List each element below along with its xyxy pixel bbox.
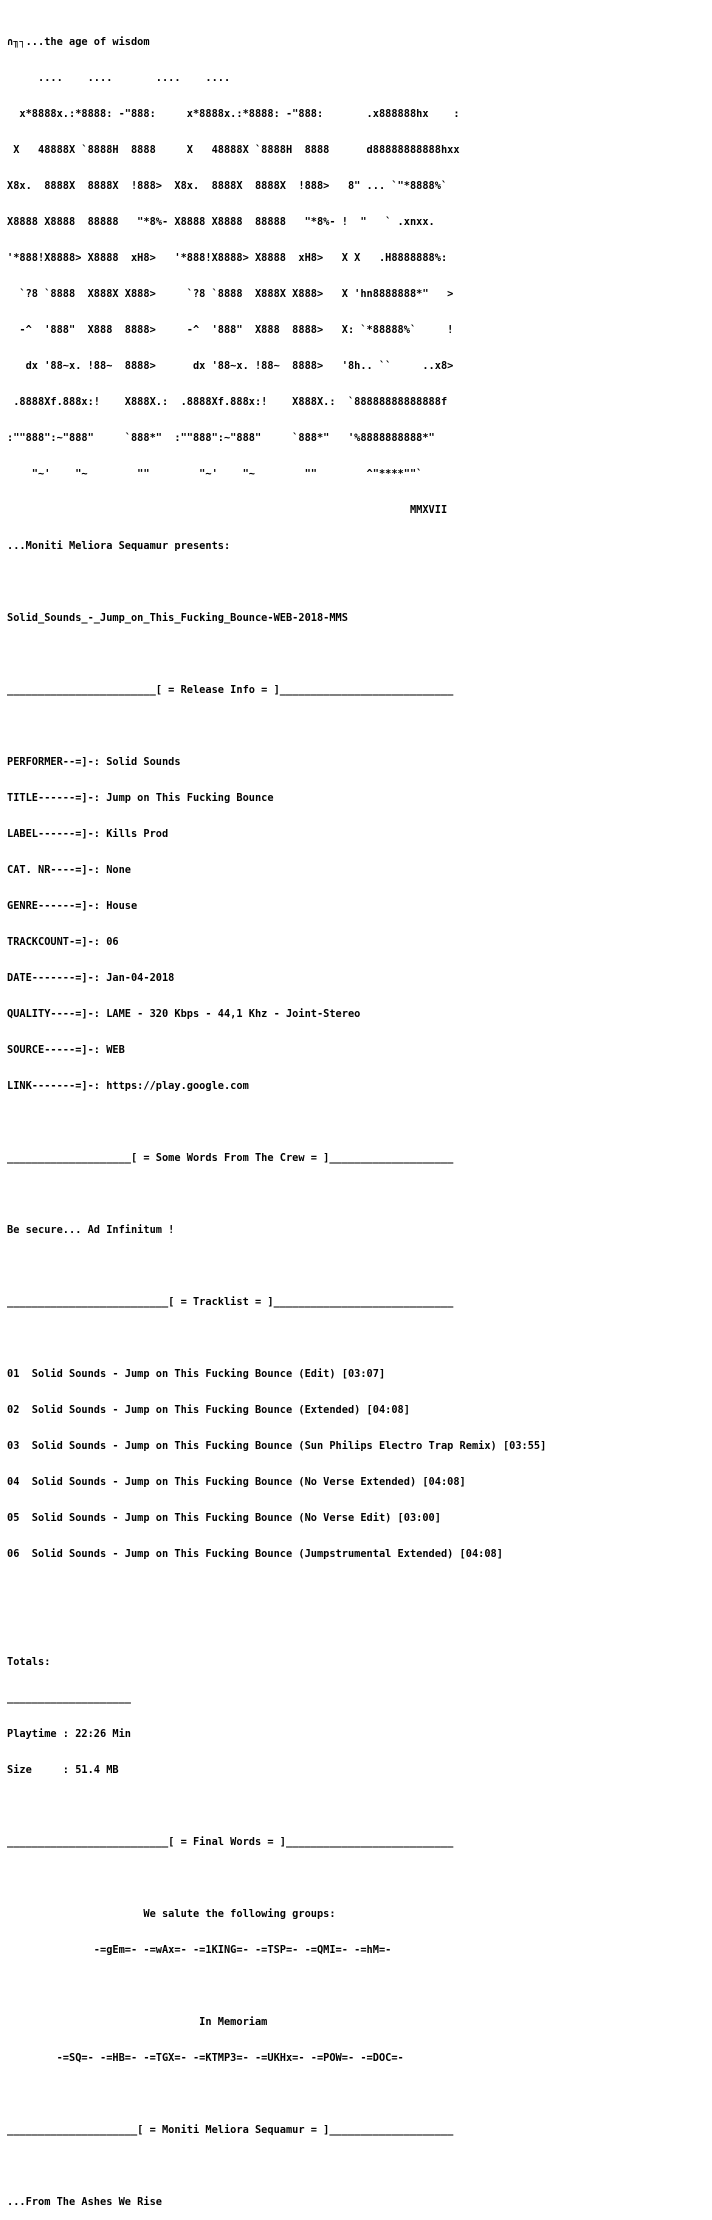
nfo-line [7,576,707,588]
ascii-art-line: x*8888x.:*8888: -"888: x*8888x.:*8888: -"888: .x888888hx : [7,108,460,120]
memoriam-title: In Memoriam [7,2016,268,2028]
crew-words-header: ____________________[ = Some Words From The Crew = ]____________________ [7,1152,454,1164]
ascii-art-line: `?8 `8888 X888X X888> `?8 `8888 X888X X888> X 'hn8888888*" > [7,288,454,300]
final-words-header: __________________________[ = Final Words = ]___________________________ [7,1836,454,1848]
info-performer: PERFORMER--=]-: Solid Sounds [7,756,181,768]
totals-playtime: Playtime : 22:26 Min [7,1728,131,1740]
nfo-line [7,2088,707,2100]
crew-words-text: Be secure... Ad Infinitum ! [7,1224,175,1236]
greetings-groups: -=gEm=- -=wAx=- -=1KING=- -=TSP=- -=QMI=- -=hM=- [7,1944,392,1956]
info-date: DATE-------=]-: Jan-04-2018 [7,972,175,984]
ascii-art-line: .8888Xf.888x:! X888X.: .8888Xf.888x:! X888X.: `88888888888888f [7,396,448,408]
nfo-line [7,648,707,660]
nfo-line [7,1800,707,1812]
nfo-line [7,720,707,732]
track-row: 02 Solid Sounds - Jump on This Fucking Bounce (Extended) [04:08] [7,1404,410,1416]
track-row: 05 Solid Sounds - Jump on This Fucking Bounce (No Verse Edit) [03:00] [7,1512,441,1524]
info-cat-nr: CAT. NR----=]-: None [7,864,131,876]
nfo-line [7,1980,707,1992]
nfo-line [7,1584,707,1596]
nfo-line [7,1872,707,1884]
ascii-art-line: -^ '888" X888 8888> -^ '888" X888 8888> X: `*88888%` ! [7,324,454,336]
totals-divider: ____________________ [7,1692,131,1704]
info-link: LINK-------=]-: https://play.google.com [7,1080,249,1092]
nfo-year: MMXVII [7,504,448,516]
nfo-line: ∩╖┐...the age of wisdom [7,36,150,48]
ascii-art-line: '*888!X8888> X8888 xH8> '*888!X8888> X8888 xH8> X X .H8888888%: [7,252,448,264]
info-source: SOURCE-----=]-: WEB [7,1044,125,1056]
info-label: LABEL------=]-: Kills Prod [7,828,169,840]
nfo-line [7,1188,707,1200]
track-row: 04 Solid Sounds - Jump on This Fucking Bounce (No Verse Extended) [04:08] [7,1476,466,1488]
info-trackcount: TRACKCOUNT-=]-: 06 [7,936,119,948]
tracklist-header: __________________________[ = Tracklist = ]_____________________________ [7,1296,454,1308]
memoriam-groups: -=SQ=- -=HB=- -=TGX=- -=KTMP3=- -=UKHx=- -=POW=- -=DOC=- [7,2052,404,2064]
ascii-art-line: X8888 X8888 88888 "*8%- X8888 X8888 88888 "*8%- ! " ` .xnxx. [7,216,435,228]
track-row: 06 Solid Sounds - Jump on This Fucking Bounce (Jumpstrumental Extended) [04:08] [7,1548,503,1560]
info-title: TITLE------=]-: Jump on This Fucking Bounce [7,792,274,804]
totals-header: Totals: [7,1656,51,1668]
nfo-line [7,1332,707,1344]
info-genre: GENRE------=]-: House [7,900,138,912]
release-name: Solid_Sounds_-_Jump_on_This_Fucking_Bounce-WEB-2018-MMS [7,612,348,624]
ascii-art-line: X 48888X `8888H 8888 X 48888X `8888H 8888 d88888888888hxx [7,144,460,156]
nfo-line [7,1620,707,1632]
ascii-art-line: :""888":~"888" `888*" :""888":~"888" `888*" '%8888888888*" [7,432,435,444]
greetings-title: We salute the following groups: [7,1908,336,1920]
nfo-line [7,1116,707,1128]
nfo-document [7,12,707,2220]
ascii-art-line: X8x. 8888X 8888X !888> X8x. 8888X 8888X !888> 8" ... `"*8888%` [7,180,448,192]
nfo-line [7,1260,707,1272]
ascii-art-line: "~' "~ "" "~' "~ "" ^"****""` [7,468,423,480]
nfo-presents: ...Moniti Meliora Sequamur presents: [7,540,231,552]
nfo-line [7,2160,707,2172]
ascii-art-line: dx '88~x. !88~ 8888> dx '88~x. !88~ 8888> '8h.. `` ..x8> [7,360,454,372]
ascii-art-line: .... .... .... .... [7,72,231,84]
info-quality: QUALITY----=]-: LAME - 320 Kbps - 44,1 Khz - Joint-Stereo [7,1008,361,1020]
track-row: 03 Solid Sounds - Jump on This Fucking Bounce (Sun Philips Electro Trap Remix) [03:55] [7,1440,547,1452]
track-row: 01 Solid Sounds - Jump on This Fucking Bounce (Edit) [03:07] [7,1368,386,1380]
closing-line: ...From The Ashes We Rise [7,2196,162,2208]
release-info-header: ________________________[ = Release Info = ]____________________________ [7,684,454,696]
group-footer-header: _____________________[ = Moniti Meliora Sequamur = ]____________________ [7,2124,454,2136]
totals-size: Size : 51.4 MB [7,1764,119,1776]
